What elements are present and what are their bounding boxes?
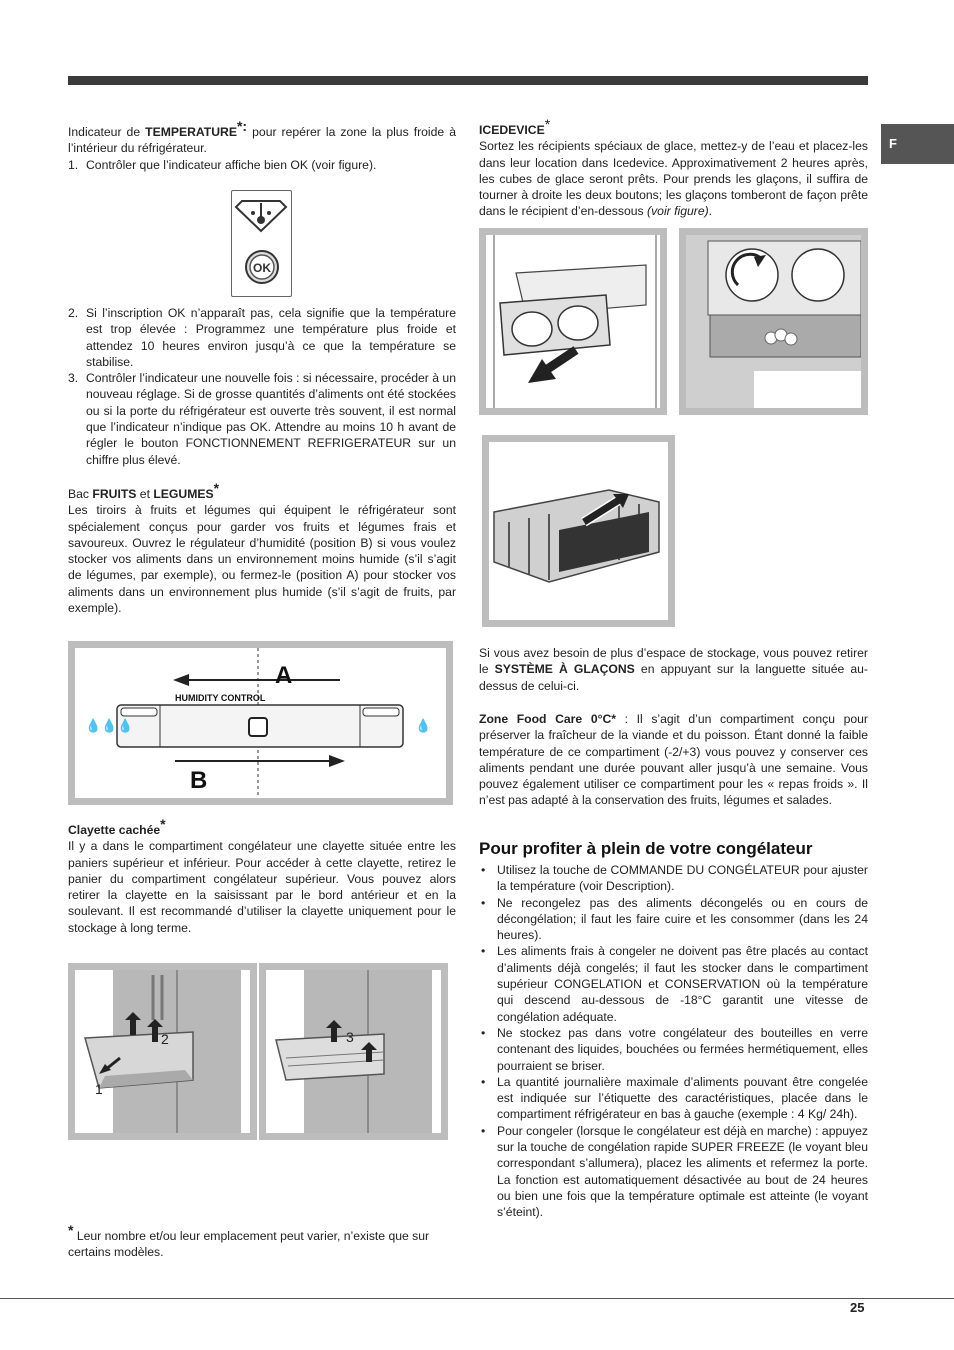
icedevice-figure-1 bbox=[479, 228, 667, 415]
drawer-figure-1 bbox=[68, 963, 257, 1140]
number-1: 1 bbox=[95, 1081, 103, 1097]
ice-tray-pull-illustration bbox=[486, 235, 660, 408]
list-item: 1. Contrôler que l’indicateur affiche bien OK (voir figure). bbox=[68, 157, 377, 172]
icedevice-body: Sortez les récipients spéciaux de glace, mettez-y de l’eau et placez-les dans leur location dans Icedevice. Approximativement 2 heures après, les cubes de glace seront prêts. Pour prends les glaçons, il suffira de tourner à droite les deux boutons; les glaçons tomberont de façon prête dans le récipient d’en-dessous (voir figure). bbox=[479, 139, 868, 219]
clayette-title: Clayette cachée* bbox=[68, 815, 166, 837]
storage-section: Si vous avez besoin de plus d’espace de stockage, vous pouvez retirer le SYSTÈME À GLAÇONS en appuyant sur la languette située au-dessus de celui-ci. bbox=[479, 646, 868, 693]
humidity-control-figure bbox=[68, 641, 453, 805]
number-3: 3 bbox=[346, 1029, 354, 1045]
page-number: 25 bbox=[850, 1300, 865, 1315]
icedevice-figure-2 bbox=[679, 228, 868, 415]
freezer-shelf-illustration bbox=[266, 970, 441, 1133]
label-a: A bbox=[275, 662, 293, 689]
ok-label: OK bbox=[253, 261, 271, 275]
language-tab: F bbox=[881, 124, 954, 164]
list-item: • Pour congeler (lorsque le congélateur est déjà en marche) : appuyez sur la touche de congélation rapide SUPER FREEZE (le voyant bleu correspondant s’allumera), placez les aliments et refermez la porte. La fonction est automatiquement désactivée au bout de 24 heures ou bien une fois que la température optimale est atteinte (le voyant s’éteint). bbox=[479, 1123, 868, 1221]
footer-rule bbox=[0, 1298, 954, 1299]
list-item: 2. Si l’inscription OK n’apparaît pas, cela signifie que la température est trop élevée : Programmez une température plus froide et attendez 10 heures environ jusqu’à ce que la température se stabilise. bbox=[68, 306, 456, 369]
fruits-body: Les tiroirs à fruits et légumes qui équipent le réfrigérateur sont spécialement conçus pour garder vos fruits et légumes frais et savoureux. Ouvrez le régulateur d’humidité (position B) si vous voulez stocker vos aliments dans un environnement moins humide (s’il s’agit de légumes, par exemple), ou fermez-le (position A) pour stocker vos aliments dans un environnement plus humide (s’il s’agit de fruits, par exemple). bbox=[68, 503, 456, 616]
clayette-body: Il y a dans le compartiment congélateur une clayette située entre les paniers supérieur et inférieur. Pour accéder à cette clayette, retirez le panier du compartiment congélateur supérieur. Vous pouvez alors retirer la clayette en la saisissant par le bord antérieur et en la soulevant. Il est recommandé d’utiliser la clayette uniquement pour le stockage à long terme. bbox=[68, 839, 456, 935]
label-b: B bbox=[190, 767, 208, 794]
freezer-drawer-illustration bbox=[75, 970, 250, 1133]
freezer-tips-list bbox=[479, 862, 868, 1221]
humidity-control-icon bbox=[75, 648, 446, 798]
icedevice-title: ICEDEVICE* bbox=[479, 115, 551, 137]
footnote: * Leur nombre et/ou leur emplacement peut varier, n’existe que sur certains modèles. bbox=[68, 1221, 430, 1260]
temperature-indicator-icon bbox=[232, 191, 291, 296]
ice-system-removal-illustration bbox=[489, 442, 668, 620]
ice-knob-turn-illustration bbox=[686, 235, 861, 408]
humidity-low-icon: 💧 bbox=[415, 719, 432, 734]
list-item: • La quantité journalière maximale d’aliments pouvant être congelée est indiquée sur l’étiquette des caractéristiques, placée dans le compartiment réfrigérateur en bas à gauche (exemple : 4 Kg/ 24h). bbox=[479, 1074, 868, 1123]
fruits-title: Bac FRUITS et LEGUMES* bbox=[68, 479, 220, 501]
list-item: • Ne recongelez pas des aliments décongelés ou en cours de décongélation; il faut les faire cuire et les consommer (dans les 24 heures). bbox=[479, 895, 868, 944]
freezer-section bbox=[479, 839, 868, 1221]
temperature-intro: Indicateur de TEMPERATURE*: pour repérer la zone la plus froide à l’intérieur du réfrigérateur. bbox=[68, 117, 456, 156]
drawer-figure-2 bbox=[259, 963, 448, 1140]
freezer-heading: Pour profiter à plein de votre congélateur bbox=[479, 839, 813, 858]
temperature-section bbox=[68, 117, 456, 173]
header-bar bbox=[68, 76, 868, 85]
icedevice-section bbox=[479, 115, 868, 220]
list-item: • Ne stockez pas dans votre congélateur des bouteilles en verre contenant des liquides, bouchées ou fermées hermétiquement, elles pourraient se briser. bbox=[479, 1025, 868, 1074]
humidity-high-icon: 💧💧💧 bbox=[85, 719, 134, 734]
temperature-steps-a bbox=[68, 157, 456, 173]
list-item: 3. Contrôler l’indicateur une nouvelle fois : si nécessaire, procéder à un nouveau réglage. Si de grosse quantités d’aliments ont été stockées ou si la porte du réfrigérateur est ouverte très souvent, il est normal que l’indicateur n’indique pas OK. Attendre au moins 10 h avant de régler le bouton FONCTIONNEMENT REFRIGERATEUR sur un chiffre plus élevé. bbox=[68, 371, 456, 467]
list-item: • Les aliments frais à congeler ne doivent pas être placés au contact d’aliments déjà congelés; il faut les stocker dans le compartiment supérieur CONGELATION et CONSERVATION où la température qui descend au-dessous de -18°C garantit une vitesse de congélation adéquate. bbox=[479, 943, 868, 1024]
list-item: • Utilisez la touche de COMMANDE DU CONGÉLATEUR pour ajuster la température (voir Description). bbox=[479, 862, 868, 895]
fruits-section bbox=[68, 479, 456, 616]
number-2: 2 bbox=[161, 1031, 169, 1047]
temperature-indicator-figure bbox=[231, 190, 292, 297]
temperature-steps-b bbox=[68, 305, 456, 468]
clayette-section bbox=[68, 815, 456, 936]
icedevice-figure-3 bbox=[482, 435, 675, 627]
foodcare-section: Zone Food Care 0°C* : Il s’agit d’un compartiment conçu pour préserver la fraîcheur de la viande et du poisson. Étant donné la faible température de ce compartiment (-2/+3) vous pouvez y conserver ces aliments pendant une durée pouvant aller jusqu’à une semaine. Vous pouvez également utiliser ce compartiment pour les « repas froids ». Il n’est pas adapté à la conservation des fruits, légumes et salades. bbox=[479, 712, 868, 808]
humidity-control-text: HUMIDITY CONTROL bbox=[175, 693, 266, 703]
